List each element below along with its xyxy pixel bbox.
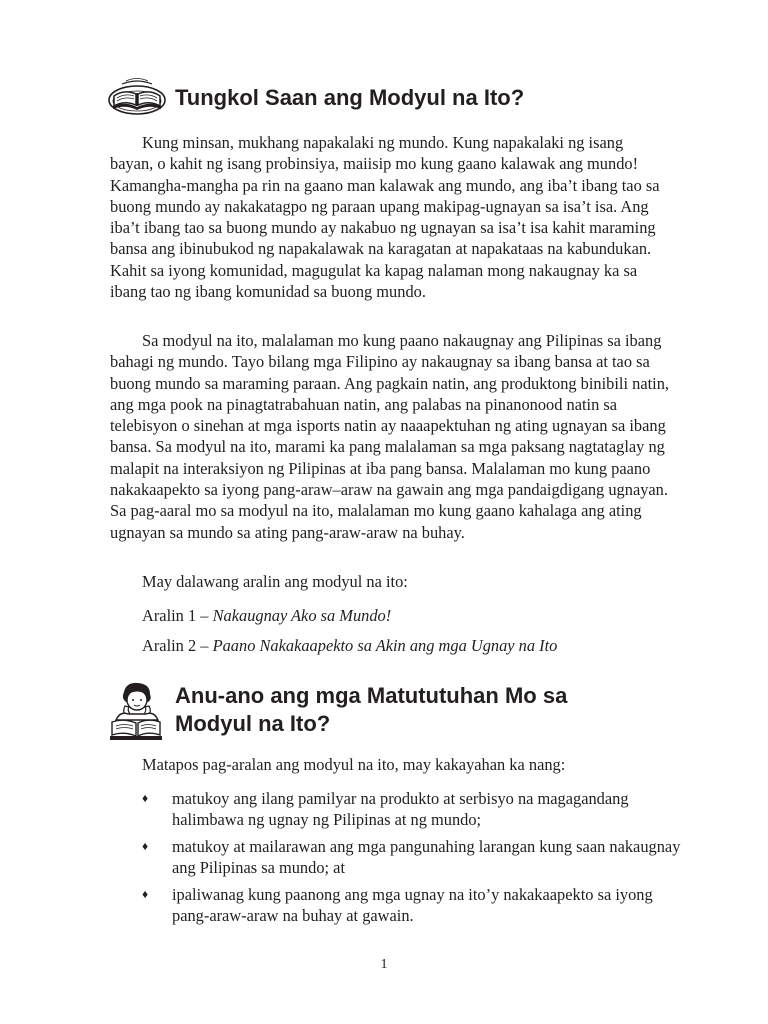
body-paragraph: Kung minsan, mukhang napakalaki ng mundo. Kung napakalaki ng isang bayan, o kahit ng isang probinsiya, maiisip mo kung gaano kalawak ang mundo! Kamangha-mangha pa rin na gaano man kalawak ang mundo, ang iba’t ibang tao sa buong mundo ay nakakatagpo ng paraan upang makipag-ugnayan sa isa’t isa. Ang iba’t ibang tao sa buong mundo ay nakabuo ng ugnayan sa isa’t isa kahit maraming bansa ang ibinubukod ng napakalawak na karagatan at napakataas na kabundukan. Kahit sa iyong komunidad, magugulat ka kapag nalaman mong nakaugnay ka sa ibang tao ng ibang komunidad sa buong mundo.: [110, 133, 660, 302]
objectives-intro: Matapos pag-aralan ang modyul na ito, may kakayahan ka nang:: [142, 755, 566, 774]
student-reading-icon: [108, 680, 164, 742]
diamond-bullet-icon: ♦: [142, 791, 149, 805]
section-title: Tungkol Saan ang Modyul na Ito?: [175, 85, 525, 110]
section-heading-tungkol: [175, 84, 524, 112]
objective-text: matukoy ang ilang pamilyar na produkto at serbisyo na magagandang halimbawa ng ugnay ng Pilipinas at ng mundo;: [172, 789, 629, 830]
section-heading-matututuhan: [175, 682, 645, 738]
page-number: 1: [380, 957, 388, 972]
diamond-bullet-icon: ♦: [142, 887, 149, 902]
body-paragraph: Sa modyul na ito, malalaman mo kung paano nakaugnay ang Pilipinas sa ibang bahagi ng mundo. Tayo bilang mga Filipino ay nakaugnay sa ibang bansa at tao sa buong mundo sa maraming paraan. Ang pagkain natin, ang produktong binibili natin, ang mga pook na pinagtatrabahuan natin, ang palabas na pinanonood natin sa telebisyon o sinehan at mga isports natin ay naaapektuhan ng ating ugnayan sa ibang bansa. Sa modyul na ito, marami ka pang malalaman sa mga paksang nagtataglay ng malapit na interaksiyon ng Pilipinas at iba pang bansa. Malalaman mo kung paano nakakaapekto sa iyong pang-araw–araw na gawain ang mga pandaigdigang ugnayan. Sa pag-aaral mo sa modyul na ito, malalaman mo kung gaano kahalaga ang ating ugnayan sa mundo sa ating pang-araw-araw na buhay.: [110, 331, 670, 542]
list-item: [142, 788, 682, 831]
lesson-item: [142, 605, 391, 626]
objectives-list: [142, 788, 682, 932]
diamond-bullet-icon: ♦: [142, 839, 149, 854]
list-item: [142, 884, 682, 927]
section-title: Anu-ano ang mga Matututuhan Mo sa Modyul na Ito?: [175, 683, 568, 736]
objective-text: ipaliwanag kung paanong ang mga ugnay na ito’y nakakaapekto sa iyong pang-araw-araw na buhay at gawain.: [172, 885, 653, 926]
lesson-title: Paano Nakakaapekto sa Akin ang mga Ugnay na Ito: [212, 636, 558, 655]
lessons-intro: May dalawang aralin ang modyul na ito:: [142, 572, 408, 591]
lesson-separator: –: [200, 606, 209, 625]
lesson-title: Nakaugnay Ako sa Mundo!: [212, 606, 392, 625]
list-item: [142, 836, 682, 879]
objective-text: matukoy at mailarawan ang mga pangunahing larangan kung saan nakaugnay ang Pilipinas sa mundo; at: [172, 837, 681, 878]
lesson-label: Aralin 1: [142, 606, 197, 625]
lesson-item: [142, 635, 557, 656]
lesson-separator: –: [200, 636, 209, 655]
open-book-icon: [108, 74, 166, 116]
lesson-label: Aralin 2: [142, 636, 197, 655]
